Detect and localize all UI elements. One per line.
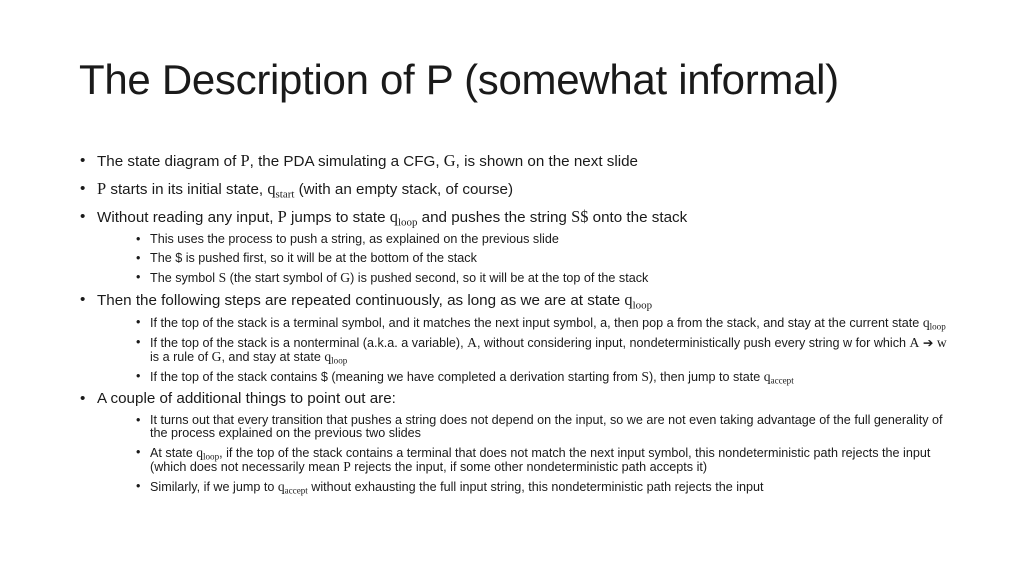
bullet-initial-state: • P starts in its initial state, $q_{start}$ (with an empty stack, of course) <box>79 180 959 199</box>
sub-bullet-item: • It turns out that every transition that pushes a string does not depend on the input, so we are not even taking advantage of the full generality of the process explained on the previous two slides <box>136 414 959 440</box>
sub-bullet-item: • This uses the process to push a string, as explained on the previous slide <box>136 233 959 246</box>
bullet-additional-notes: • A couple of additional things to point out are: <box>79 390 959 408</box>
sub-bullet-item: • If the top of the stack contains $ (meaning we have completed a derivation starting from S), then jump to state $q_{accept}$ <box>136 370 959 384</box>
bullet-state-diagram: • The state diagram of P, the PDA simulating a CFG, G, is shown on the next slide <box>79 152 959 171</box>
slide-content <box>79 152 959 500</box>
sub-bullet-item: • At state $q_{loop}$, if the top of the stack contains a terminal that does not match the next input symbol, this nondeterministic path rejects the input (which does not necessarily mean P rejects the input, if some other nondeterministic path accepts it) <box>136 446 959 474</box>
sub-bullet-item: • The symbol S (the start symbol of G) is pushed second, so it will be at the top of the stack <box>136 271 959 285</box>
bullet-repeat-steps: • Then the following steps are repeated continuously, as long as we are at state $q_{loop}$ <box>79 291 959 310</box>
slide-title: The Description of P (somewhat informal) <box>79 56 839 103</box>
sub-bullet-item: • The $ is pushed first, so it will be at the bottom of the stack <box>136 252 959 265</box>
sub-bullets-push <box>79 233 959 285</box>
bullet-jump-to-loop: • Without reading any input, P jumps to state $q_{loop}$ and pushes the string S$ onto the stack <box>79 208 959 227</box>
arrow-icon: ➔ <box>919 336 937 350</box>
sub-bullet-item: • If the top of the stack is a nonterminal (a.k.a. a variable), A, without considering input, nondeterministically push every string w for which A ➔ w is a rule of G, and stay at state $q_{loop}$ <box>136 336 959 364</box>
sub-bullets-steps <box>79 316 959 384</box>
sub-bullet-item: • Similarly, if we jump to $q_{accept}$ without exhausting the full input string, this nondeterministic path rejects the input <box>136 480 959 494</box>
sub-bullet-item: • If the top of the stack is a terminal symbol, and it matches the next input symbol, a, then pop a from the stack, and stay at the current state $q_{loop}$ <box>136 316 959 330</box>
sub-bullets-notes <box>79 414 959 494</box>
